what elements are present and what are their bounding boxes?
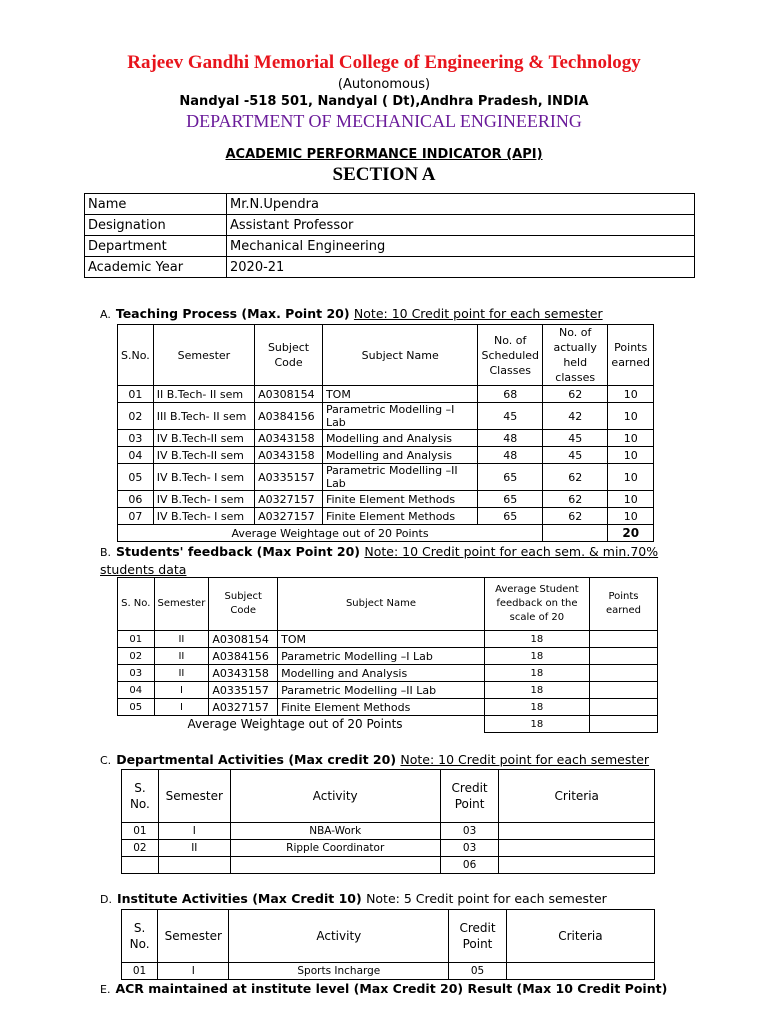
- table-cell: 10: [608, 403, 654, 430]
- table-cell: 03: [118, 665, 155, 682]
- table-cell: A0327157: [209, 699, 278, 716]
- section-e-heading: [100, 981, 667, 996]
- table-cell: 62: [543, 508, 608, 525]
- section-b-title: Students' feedback (Max Point 20): [116, 544, 361, 559]
- table-row: [118, 508, 654, 525]
- column-header: Semester: [153, 325, 254, 386]
- table-row: [122, 823, 655, 840]
- table-cell: 10: [608, 491, 654, 508]
- table-cell: 62: [543, 464, 608, 491]
- table-cell: 18: [484, 631, 589, 648]
- table-cell: 01: [122, 963, 158, 980]
- table-cell: A0343158: [255, 430, 323, 447]
- section-e-title: ACR maintained at institute level (Max Credit 20) Result (Max 10 Credit Point): [115, 981, 668, 996]
- table-cell: 48: [478, 430, 543, 447]
- table-cell: [589, 716, 657, 733]
- table-row: [118, 699, 658, 716]
- table-cell: [589, 648, 657, 665]
- table-cell: 05: [118, 464, 154, 491]
- table-cell: 03: [440, 840, 499, 857]
- section-title: SECTION A: [332, 164, 436, 185]
- average-row: [118, 716, 658, 733]
- table-header-row: [122, 910, 655, 963]
- table-cell: 42: [543, 403, 608, 430]
- table-cell: 18: [484, 699, 589, 716]
- table-cell: NBA-Work: [230, 823, 440, 840]
- table-row: [122, 857, 655, 874]
- table-row: [118, 648, 658, 665]
- table-cell: Finite Element Methods: [278, 699, 485, 716]
- table-cell: IV B.Tech-II sem: [153, 447, 254, 464]
- table-cell: [589, 699, 657, 716]
- column-header: S. No.: [122, 770, 159, 823]
- table-cell: 62: [543, 491, 608, 508]
- average-label: Average Weightage out of 20 Points: [118, 716, 485, 733]
- table-cell: A0335157: [209, 682, 278, 699]
- table-cell: IV B.Tech- I sem: [153, 491, 254, 508]
- info-row-designation: [85, 215, 695, 236]
- info-value: Mechanical Engineering: [227, 236, 695, 257]
- table-cell: Parametric Modelling –II Lab: [322, 464, 478, 491]
- table-cell: 05: [449, 963, 507, 980]
- table-cell: 48: [478, 447, 543, 464]
- table-cell: A0384156: [255, 403, 323, 430]
- column-header: Subject Name: [278, 578, 485, 631]
- table-cell: 01: [118, 631, 155, 648]
- column-header: No. of actually held classes: [543, 325, 608, 386]
- table-cell: 65: [478, 508, 543, 525]
- section-b-note: Note: 10 Credit point for each sem. & min.70% students data: [100, 544, 659, 577]
- department-title: DEPARTMENT OF MECHANICAL ENGINEERING: [186, 111, 582, 131]
- table-cell: 01: [122, 823, 159, 840]
- average-value: 20: [608, 525, 654, 542]
- column-header: Semester: [158, 770, 230, 823]
- section-letter: E.: [100, 983, 111, 996]
- table-cell: II: [154, 648, 209, 665]
- info-row-name: [85, 194, 695, 215]
- table-cell: [589, 665, 657, 682]
- table-cell: A0327157: [255, 508, 323, 525]
- table-cell: TOM: [278, 631, 485, 648]
- table-cell: Parametric Modelling –I Lab: [322, 403, 478, 430]
- institute-activities-table: [121, 909, 655, 980]
- column-header: Subject Code: [255, 325, 323, 386]
- table-header-row: [122, 770, 655, 823]
- column-header: Activity: [230, 770, 440, 823]
- college-title: Rajeev Gandhi Memorial College of Engineering & Technology: [127, 52, 641, 73]
- table-cell: A0308154: [255, 386, 323, 403]
- column-header: Credit Point: [449, 910, 507, 963]
- table-cell: III B.Tech- II sem: [153, 403, 254, 430]
- column-header: Criteria: [506, 910, 654, 963]
- table-cell: [499, 840, 655, 857]
- average-value: 18: [484, 716, 589, 733]
- table-cell: [543, 525, 608, 542]
- column-header: Criteria: [499, 770, 655, 823]
- table-cell: 45: [543, 430, 608, 447]
- table-cell: 18: [484, 682, 589, 699]
- section-c-title: Departmental Activities (Max credit 20): [116, 752, 397, 767]
- table-cell: 02: [118, 648, 155, 665]
- column-header: Activity: [229, 910, 449, 963]
- table-cell: I: [154, 682, 209, 699]
- section-d-heading: [100, 891, 607, 906]
- table-row: [118, 665, 658, 682]
- info-label: Department: [85, 236, 227, 257]
- table-row: [122, 840, 655, 857]
- table-cell: 06: [440, 857, 499, 874]
- table-cell: II: [158, 840, 230, 857]
- column-header: Subject Code: [209, 578, 278, 631]
- table-cell: 65: [478, 464, 543, 491]
- column-header: S. No.: [122, 910, 158, 963]
- table-cell: 10: [608, 430, 654, 447]
- table-cell: A0308154: [209, 631, 278, 648]
- column-header: Points earned: [589, 578, 657, 631]
- table-cell: 02: [118, 403, 154, 430]
- table-row: [118, 631, 658, 648]
- table-cell: 68: [478, 386, 543, 403]
- table-cell: Parametric Modelling –II Lab: [278, 682, 485, 699]
- table-cell: 45: [543, 447, 608, 464]
- table-cell: [506, 963, 654, 980]
- table-cell: 10: [608, 447, 654, 464]
- table-cell: Modelling and Analysis: [322, 447, 478, 464]
- table-row: [118, 491, 654, 508]
- table-cell: 10: [608, 508, 654, 525]
- table-cell: I: [158, 823, 230, 840]
- table-cell: 62: [543, 386, 608, 403]
- table-cell: Finite Element Methods: [322, 491, 478, 508]
- table-cell: A0335157: [255, 464, 323, 491]
- table-cell: Finite Element Methods: [322, 508, 478, 525]
- section-letter: B.: [100, 546, 112, 559]
- table-cell: 18: [484, 648, 589, 665]
- column-header: S.No.: [118, 325, 154, 386]
- table-row: [118, 403, 654, 430]
- table-cell: A0327157: [255, 491, 323, 508]
- table-cell: 10: [608, 464, 654, 491]
- departmental-activities-table: [121, 769, 655, 874]
- table-cell: 18: [484, 665, 589, 682]
- column-header: Credit Point: [440, 770, 499, 823]
- column-header: S. No.: [118, 578, 155, 631]
- table-cell: 04: [118, 447, 154, 464]
- table-cell: Modelling and Analysis: [322, 430, 478, 447]
- api-title: ACADEMIC PERFORMANCE INDICATOR (API): [225, 147, 543, 162]
- column-header: Average Student feedback on the scale of 20: [484, 578, 589, 631]
- column-header: Points earned: [608, 325, 654, 386]
- table-cell: Sports Incharge: [229, 963, 449, 980]
- average-row: [118, 525, 654, 542]
- teaching-process-table: [117, 324, 654, 542]
- column-header: No. of Scheduled Classes: [478, 325, 543, 386]
- table-cell: IV B.Tech-II sem: [153, 430, 254, 447]
- info-label: Designation: [85, 215, 227, 236]
- table-cell: 03: [440, 823, 499, 840]
- column-header: Semester: [154, 578, 209, 631]
- info-row-department: [85, 236, 695, 257]
- table-cell: II: [154, 631, 209, 648]
- column-header: Semester: [158, 910, 229, 963]
- table-cell: I: [158, 963, 229, 980]
- table-cell: A0384156: [209, 648, 278, 665]
- section-a-note: Note: 10 Credit point for each semester: [353, 306, 603, 321]
- section-letter: D.: [100, 893, 112, 906]
- table-row: [118, 430, 654, 447]
- autonomous-label: (Autonomous): [337, 77, 431, 92]
- table-row: [118, 682, 658, 699]
- section-letter: C.: [100, 754, 112, 767]
- table-row: [118, 464, 654, 491]
- table-row: [118, 386, 654, 403]
- table-row: [122, 963, 655, 980]
- college-address: Nandyal -518 501, Nandyal ( Dt),Andhra Pradesh, INDIA: [179, 94, 589, 109]
- table-cell: [158, 857, 230, 874]
- table-cell: [589, 682, 657, 699]
- table-cell: Ripple Coordinator: [230, 840, 440, 857]
- table-cell: IV B.Tech- I sem: [153, 464, 254, 491]
- table-cell: II B.Tech- II sem: [153, 386, 254, 403]
- section-d-note: Note: 5 Credit point for each semester: [366, 891, 607, 906]
- section-a-title: Teaching Process (Max. Point 20): [115, 306, 350, 321]
- table-cell: A0343158: [209, 665, 278, 682]
- table-cell: 03: [118, 430, 154, 447]
- info-label: Name: [85, 194, 227, 215]
- table-cell: [230, 857, 440, 874]
- table-cell: [589, 631, 657, 648]
- column-header: Subject Name: [322, 325, 478, 386]
- table-cell: 65: [478, 491, 543, 508]
- info-value: Assistant Professor: [227, 215, 695, 236]
- table-cell: [122, 857, 159, 874]
- table-cell: Parametric Modelling –I Lab: [278, 648, 485, 665]
- info-label: Academic Year: [85, 257, 227, 278]
- table-cell: Modelling and Analysis: [278, 665, 485, 682]
- average-label: Average Weightage out of 20 Points: [118, 525, 543, 542]
- table-cell: TOM: [322, 386, 478, 403]
- table-header-row: [118, 325, 654, 386]
- students-feedback-table: [117, 577, 658, 733]
- table-cell: [499, 857, 655, 874]
- table-cell: 10: [608, 386, 654, 403]
- section-c-note: Note: 10 Credit point for each semester: [400, 752, 650, 767]
- table-cell: 02: [122, 840, 159, 857]
- table-cell: 04: [118, 682, 155, 699]
- section-a-heading: [100, 306, 603, 321]
- info-value: 2020-21: [227, 257, 695, 278]
- table-cell: 06: [118, 491, 154, 508]
- table-row: [118, 447, 654, 464]
- table-cell: IV B.Tech- I sem: [153, 508, 254, 525]
- section-b-heading: [100, 543, 690, 578]
- section-d-title: Institute Activities (Max Credit 10): [116, 891, 362, 906]
- table-header-row: [118, 578, 658, 631]
- table-cell: [499, 823, 655, 840]
- section-c-heading: [100, 752, 649, 767]
- table-cell: 07: [118, 508, 154, 525]
- info-row-year: [85, 257, 695, 278]
- table-cell: A0343158: [255, 447, 323, 464]
- faculty-info-table: [84, 193, 695, 278]
- info-value: Mr.N.Upendra: [227, 194, 695, 215]
- table-cell: 01: [118, 386, 154, 403]
- table-cell: II: [154, 665, 209, 682]
- section-letter: A.: [100, 308, 111, 321]
- table-cell: I: [154, 699, 209, 716]
- table-cell: 45: [478, 403, 543, 430]
- table-cell: 05: [118, 699, 155, 716]
